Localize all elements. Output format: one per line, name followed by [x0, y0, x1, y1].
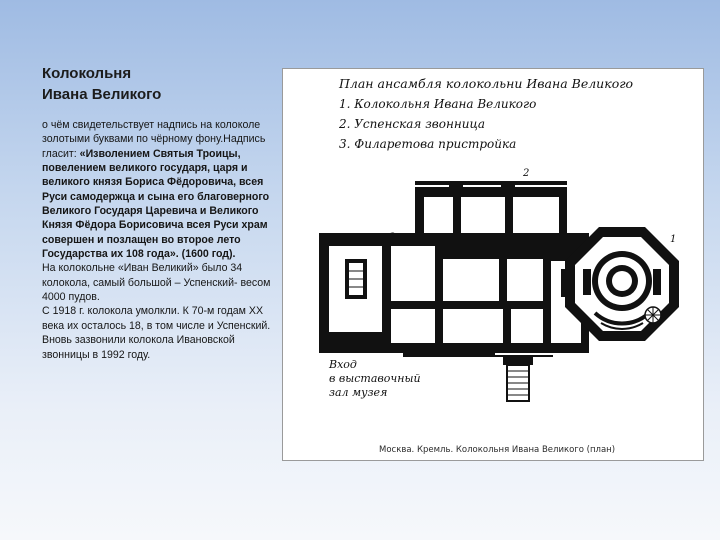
entrance-label-line3: зал музея	[329, 386, 388, 399]
plan-caption: Москва. Кремль. Колокольня Ивана Великого (план)	[379, 445, 616, 455]
paragraph-bells-count: На колокольне «Иван Великий» было 34 колокола, самый большой – Успенский- весом 4000 пудов.	[42, 262, 271, 304]
plan-legend-item-2: 2. Успенская звонница	[339, 117, 486, 131]
inscription-quote: «Изволением Святыя Троицы, повелением великого государя, царя и великого князя Бориса Фёдоровича, всея Руси самодержца и сына его благоверного Великого Государя Царевича и Великого Князя Фёдора Борисовича всея Руси храм совершен и позлащен во второе лето Государства их 108 года». (1600 год).	[42, 147, 270, 261]
floor-plan-figure	[282, 68, 704, 461]
paragraph-bells-silenced: С 1918 г. колокола умолкли. К 70-м годам XX века их осталось 18, в том числе и Успенский.	[42, 305, 271, 332]
plan-number-2: 2	[523, 168, 530, 179]
entrance-label-line1: Вход	[329, 358, 357, 371]
entrance-stair	[503, 355, 533, 401]
entrance-label-line2: в выставочный	[329, 372, 421, 385]
plan-legend-item-1: 1. Колокольня Ивана Великого	[339, 97, 537, 111]
plan-number-1: 1	[670, 234, 677, 245]
inscription-intro: о чём свидетельствует надпись на колоколе золотыми буквами по чёрному фону.Надпись гласит:	[42, 119, 266, 160]
slide-title-line1: Колокольня	[42, 65, 132, 82]
plan-heading: План ансамбля колокольни Ивана Великого	[339, 76, 634, 91]
annex-block	[319, 233, 589, 357]
paragraph-bells-rang-again: Вновь зазвонили колокола Ивановской звонницы в 1992 году.	[42, 334, 235, 361]
slide-title-line2: Ивана Великого	[42, 86, 162, 103]
plan-legend-item-3: 3. Филаретова пристройка	[339, 137, 517, 151]
body-text	[42, 118, 274, 362]
slide-title	[42, 63, 262, 105]
paragraph-inscription	[42, 118, 274, 261]
floor-plan-drawing	[283, 69, 703, 460]
